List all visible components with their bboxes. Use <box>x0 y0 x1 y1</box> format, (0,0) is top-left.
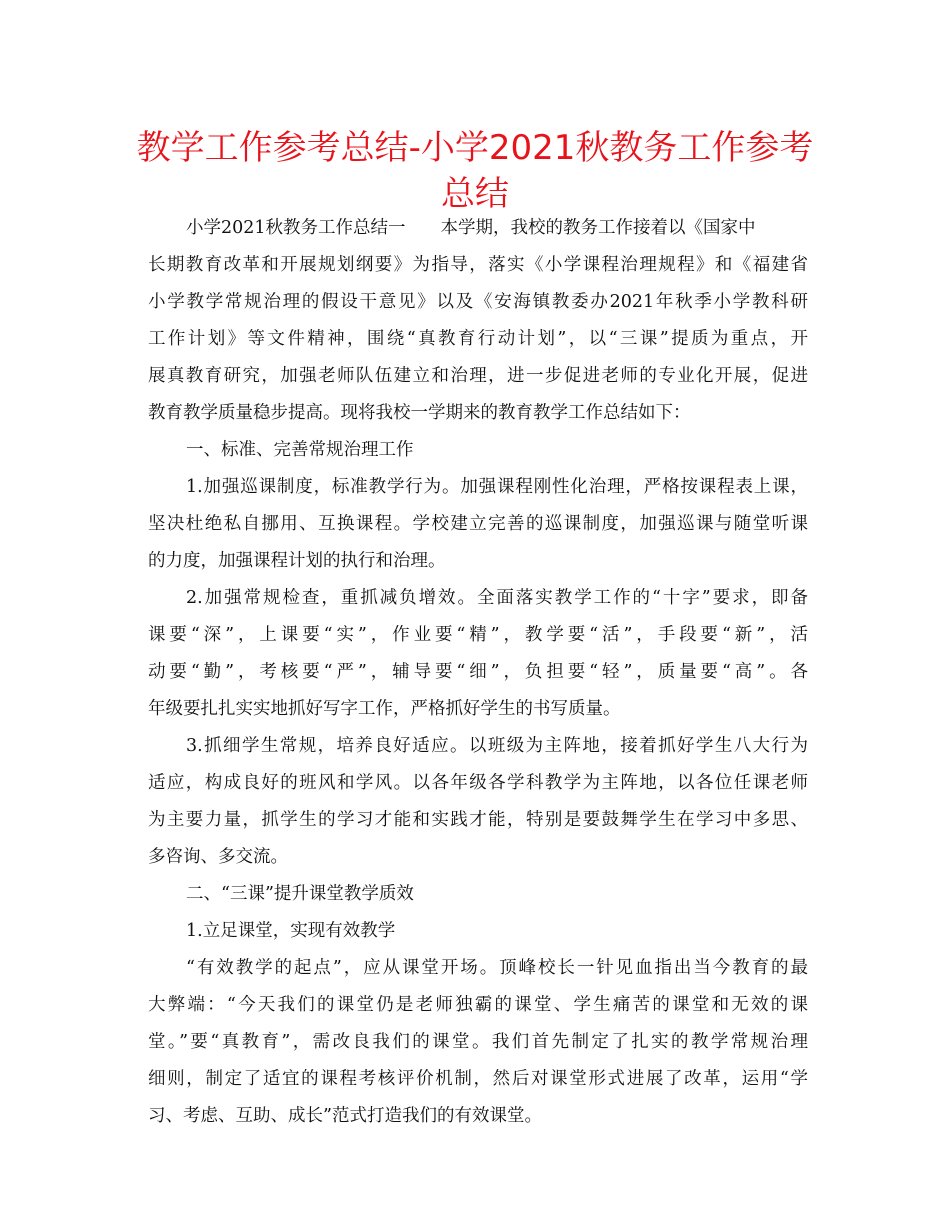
document-title-line-2: 总结 <box>441 174 509 214</box>
text-line: 2.加强常规检查，重抓减负增效。全面落实教学工作的“十字”要求，即备 <box>186 588 808 608</box>
text-line: 教育教学质量稳步提高。现将我校一学期来的教育教学工作总结如下： <box>148 403 691 423</box>
text-line: 小学2021秋教务工作总结一 本学期，我校的教务工作接着以《国家中 <box>186 218 756 238</box>
document-title-line-1: 教学工作参考总结-小学2021秋教务工作参考 <box>136 128 814 168</box>
section-heading: 一、标准、完善常规治理工作 <box>186 440 414 460</box>
text-line: 细则，制定了适宜的课程考核评价机制，然后对课堂形式进展了改革，运用“学 <box>148 1069 808 1089</box>
text-line: 3.抓细学生常规，培养良好适应。以班级为主阵地，接着抓好学生八大行为 <box>186 736 808 756</box>
section-heading: 二、“三课”提升课堂教学质效 <box>186 884 414 904</box>
text-line: 多咨询、多交流。 <box>148 847 288 867</box>
text-line: 工作计划》等文件精神，围绕“真教育行动计划”，以“三课”提质为重点，开 <box>148 329 808 349</box>
text-line: 的力度，加强课程计划的执行和治理。 <box>148 551 446 571</box>
text-line: 堂。”要“真教育”，需改良我们的课堂。我们首先制定了扎实的教学常规治理 <box>148 1032 808 1052</box>
text-line: 坚决杜绝私自挪用、互换课程。学校建立完善的巡课制度，加强巡课与随堂听课 <box>148 514 808 534</box>
text-line: 大弊端：“今天我们的课堂仍是老师独霸的课堂、学生痛苦的课堂和无效的课 <box>148 995 808 1015</box>
text-line: 习、考虑、互助、成长”范式打造我们的有效课堂。 <box>148 1106 542 1126</box>
text-line: 小学教学常规治理的假设干意见》以及《安海镇教委办2021年秋季小学教科研 <box>148 292 808 312</box>
text-line: 展真教育研究，加强老师队伍建立和治理，进一步促进老师的专业化开展，促进 <box>148 366 808 386</box>
text-line: “有效教学的起点”，应从课堂开场。顶峰校长一针见血指出当今教育的最 <box>186 958 808 978</box>
text-line: 课要“深”，上课要“实”，作业要“精”，教学要“活”，手段要“新”，活 <box>148 625 808 645</box>
text-line: 1.加强巡课制度，标准教学行为。加强课程刚性化治理，严格按课程表上课， <box>186 477 808 497</box>
text-line: 为主要力量，抓学生的学习才能和实践才能，特别是要鼓舞学生在学习中多思、 <box>148 810 808 830</box>
text-line: 动要“勤”，考核要“严”，辅导要“细”，负担要“轻”，质量要“高”。各 <box>148 662 808 682</box>
text-line: 年级要扎扎实实地抓好写字工作，严格抓好学生的书写质量。 <box>148 699 621 719</box>
text-line: 长期教育改革和开展规划纲要》为指导，落实《小学课程治理规程》和《福建省 <box>148 255 808 275</box>
subsection-heading: 1.立足课堂，实现有效教学 <box>186 921 396 941</box>
text-line: 适应，构成良好的班风和学风。以各年级各学科教学为主阵地，以各位任课老师 <box>148 773 808 793</box>
